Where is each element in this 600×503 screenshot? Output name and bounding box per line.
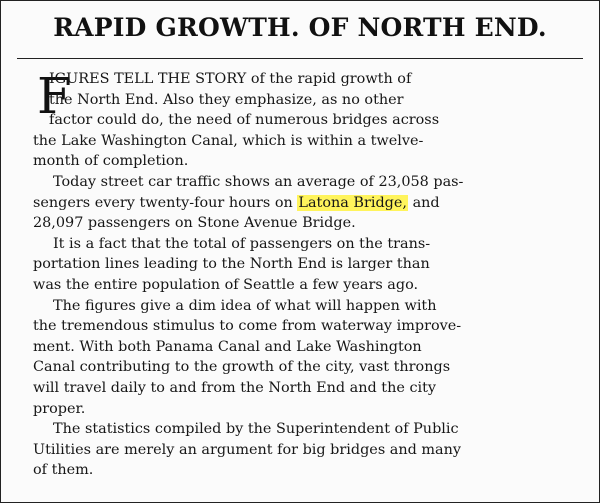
- article-line: will travel daily to and from the North End and the city: [33, 379, 437, 396]
- article-body: [33, 69, 589, 481]
- article-line: The statistics compiled by the Superintendent of Public: [53, 421, 459, 438]
- article-line: 28,097 passengers on Stone Avenue Bridge.: [33, 215, 356, 232]
- article-line: of them.: [33, 462, 94, 479]
- article-line: portation lines leading to the North End is larger than: [33, 256, 430, 273]
- article-line: factor could do, the need of numerous bridges across: [49, 112, 440, 129]
- drop-cap: F: [37, 67, 72, 125]
- article-line: It is a fact that the total of passengers on the trans-: [53, 235, 431, 252]
- article-line: month of completion.: [33, 153, 189, 170]
- article-line: Canal contributing to the growth of the city, vast throngs: [33, 359, 451, 376]
- article-line: the Lake Washington Canal, which is within a twelve-: [33, 132, 424, 149]
- highlighted-phrase: Latona Bridge,: [298, 194, 407, 211]
- article-line: the tremendous stimulus to come from waterway improve-: [33, 318, 462, 335]
- article-line-segment: sengers every twenty-four hours on: [33, 194, 293, 211]
- article-line: was the entire population of Seattle a few years ago.: [33, 276, 419, 293]
- article-line: IGURES TELL THE STORY of the rapid growth of: [49, 71, 412, 87]
- article-line-segment: and: [412, 194, 440, 211]
- headline-rule: [17, 58, 583, 59]
- article-headline: RAPID GROWTH. OF NORTH END.: [53, 13, 547, 42]
- article-line: proper.: [33, 400, 86, 417]
- article-line: Today street car traffic shows an average of 23,058 pas-: [53, 173, 464, 190]
- article-line: ment. With both Panama Canal and Lake Washington: [33, 338, 422, 355]
- article-line: the North End. Also they emphasize, as no other: [49, 91, 404, 108]
- article-line: The figures give a dim idea of what will happen with: [53, 297, 437, 314]
- article-line: [33, 193, 589, 214]
- article-line: Utilities are merely an argument for big bridges and many: [33, 441, 462, 458]
